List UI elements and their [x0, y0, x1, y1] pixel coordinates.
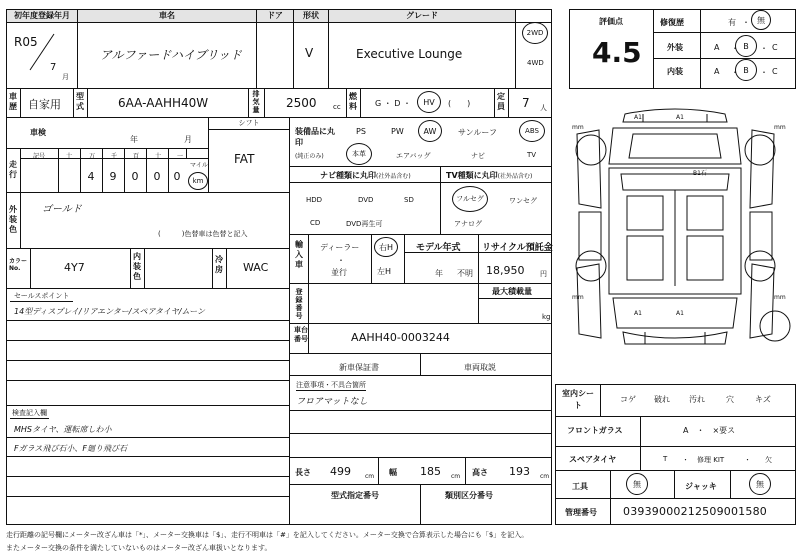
- length-label: 長さ: [295, 468, 311, 477]
- tv-fullseg-circle: [452, 186, 488, 212]
- spare-label: スペアタイヤ: [569, 455, 617, 464]
- mm-label-4: mm: [774, 294, 786, 301]
- digit-label-3: 千: [111, 153, 118, 160]
- left-h: 左H: [377, 267, 392, 276]
- navi-sd: SD: [404, 196, 414, 204]
- width-label: 幅: [389, 468, 397, 477]
- shaken-month-unit: 月: [184, 135, 192, 144]
- first-reg-month-unit: 月: [62, 73, 69, 81]
- interior-sheet-label: 室内シート: [562, 389, 594, 410]
- shift-label: シフト: [209, 118, 289, 129]
- import-dot: ・: [337, 256, 345, 265]
- shape-label: 形状: [294, 10, 328, 22]
- sheet-yabure: 破れ: [654, 395, 670, 404]
- sales-point-text: 14型ディスプレイ/リアエンター/スペアタイヤ/ムーン: [14, 307, 205, 316]
- ext-b: B: [743, 41, 749, 51]
- equipment-label: 装備品に丸印: [295, 127, 335, 147]
- shaken-year-unit: 年: [130, 135, 138, 144]
- sheet-koge: コゲ: [620, 395, 636, 404]
- footer-line-1: 走行距離の記号欄にメーター改ざん車は「*」、メーター交換車は「$」、走行不明車は「#」を記入してください。メーター交換で合算表示した場合にも「$」を記入。: [6, 531, 529, 539]
- color-label: 外装色: [9, 205, 17, 234]
- ac-label: 冷房: [215, 255, 223, 274]
- equip-leather-circle: [346, 143, 372, 165]
- navi-dvd-play: DVD再生可: [346, 220, 383, 228]
- ext-b-circle: [735, 35, 757, 57]
- right-h: 右H: [378, 242, 393, 252]
- door-label: ドア: [257, 10, 293, 22]
- fuel-selected: HV: [423, 97, 435, 107]
- manual-label: 車両取説: [464, 363, 496, 372]
- repair-opt-yes: 有: [728, 18, 736, 27]
- inspector-line-2: Fガラス飛び石小、F廻り飛び石: [14, 444, 127, 453]
- drive-4wd: 4WD: [527, 59, 544, 67]
- shape-value: V: [305, 46, 314, 60]
- inspector-label: 検査記入欄: [12, 409, 47, 417]
- fuel-label: 燃料: [349, 92, 357, 111]
- score-label: 評価点: [599, 17, 623, 26]
- equip-airbag: エアバッグ: [396, 152, 431, 160]
- import-dealer: ディーラー: [320, 243, 360, 252]
- sheet-yogore: 汚れ: [689, 395, 705, 404]
- jack-label: ジャッキ: [685, 482, 717, 491]
- diagram-label-a1-3: A1: [634, 310, 642, 317]
- repair-opt-dot: ・: [742, 18, 750, 27]
- spare-t: T: [663, 455, 668, 463]
- notes-text: フロアマットなし: [296, 397, 368, 407]
- tool-circle: [626, 473, 648, 495]
- height-value: 193: [509, 465, 530, 478]
- tv-analog: アナログ: [454, 220, 482, 228]
- mileage-unit: km: [192, 177, 204, 185]
- model-name: アルファードハイブリッド: [100, 48, 242, 62]
- digit-label-1: 十: [66, 153, 73, 160]
- tool-label: 工具: [572, 482, 588, 491]
- notes-label: 注意事項・不具合箇所: [296, 381, 366, 389]
- tv-oneseg: ワンセグ: [509, 197, 537, 205]
- ext-dot2: ・: [760, 44, 768, 53]
- exterior-label: 外装: [667, 43, 683, 52]
- spare-kit: 修理 KIT: [697, 456, 725, 464]
- fuel-options: G ・ D ・: [375, 99, 411, 108]
- width-value: 185: [420, 465, 441, 478]
- digit-label-7: マイル: [190, 162, 208, 169]
- mileage-digit-3: 0: [153, 170, 161, 183]
- max-load-unit: kg: [542, 313, 551, 321]
- color-no-label: カラーNo.: [9, 258, 28, 272]
- spare-dot2: ・: [744, 456, 751, 464]
- mm-label-2: mm: [774, 124, 786, 131]
- equip-tv: TV: [527, 151, 537, 159]
- score-value: 4.5: [592, 36, 642, 69]
- interior-color-label: 内装色: [133, 252, 141, 281]
- capacity: 7: [522, 96, 530, 110]
- spare-none: 欠: [765, 456, 772, 464]
- int-c: C: [772, 67, 778, 76]
- max-load-label: 最大積載量: [492, 287, 532, 296]
- sales-point-label: セールスポイント: [10, 291, 73, 302]
- model-name-label: 車名: [78, 10, 256, 22]
- digit-label-2: 万: [89, 153, 96, 160]
- width-unit: cm: [451, 473, 461, 480]
- fuel-selected-circle: [417, 91, 441, 113]
- color-value: ゴールド: [42, 204, 82, 215]
- equip-abs-circle: [519, 120, 545, 142]
- navi-dvd: DVD: [358, 196, 374, 204]
- recycle-unit: 円: [540, 270, 547, 278]
- repair-none-circle: [751, 10, 771, 30]
- shift-value: FAT: [234, 152, 255, 166]
- type-no-label: 型式指定番号: [331, 491, 379, 500]
- diagram-label-a1-1: A1: [634, 114, 642, 121]
- tv-type-label: TV種類に丸印(社外品含む): [446, 171, 533, 180]
- height-label: 高さ: [472, 468, 488, 477]
- recycle-label: リサイクル預託金: [482, 243, 553, 253]
- mm-label-1: mm: [572, 124, 584, 131]
- equip-sunroof: サンルーフ: [458, 128, 497, 137]
- reg-no-label: 登録番号: [295, 288, 303, 320]
- use-value: 自家用: [28, 98, 61, 111]
- class-no-label: 類別区分番号: [445, 491, 493, 500]
- equip-pw: PW: [391, 127, 404, 136]
- recycle-value: 18,950: [486, 264, 525, 277]
- first-reg-era: R05: [14, 35, 38, 49]
- inspector-line-1: MHSタイヤ、運転席しわ小: [14, 425, 112, 434]
- equipment-sub: (純正のみ): [295, 153, 324, 160]
- interior-label: 内装: [667, 67, 683, 76]
- equip-navi: ナビ: [471, 152, 485, 160]
- mgmt-no: 0393900021250900158​0: [623, 505, 767, 518]
- ext-dot1: ・: [731, 44, 739, 53]
- ext-c: C: [772, 43, 778, 52]
- sheet-kizu: キズ: [755, 395, 771, 404]
- diagram-label-b1: B1石: [693, 170, 707, 177]
- mileage-digit-4: 0: [173, 170, 181, 183]
- repair-label: 修復歴: [660, 18, 684, 27]
- equip-leather: 本革: [352, 150, 366, 158]
- digit-label-6: 一: [177, 153, 184, 160]
- tv-fullseg: フルセグ: [456, 195, 484, 203]
- displacement: 2500: [286, 96, 317, 110]
- equip-abs: ABS: [525, 127, 539, 135]
- capacity-unit: 人: [540, 104, 547, 112]
- height-unit: cm: [540, 473, 550, 480]
- ext-a: A: [714, 43, 720, 52]
- use-label: 車歴: [9, 92, 17, 111]
- color-note: ( )色替車は色替と記入: [158, 230, 248, 238]
- model-year-label: モデル年式: [416, 243, 461, 253]
- mileage-digit-1: 9: [109, 170, 117, 183]
- windshield-label: フロントガラス: [567, 426, 623, 435]
- length-value: 499: [330, 465, 351, 478]
- jack-circle: [749, 473, 771, 495]
- import-parallel: 並行: [331, 268, 347, 277]
- inspector-block: [6, 405, 290, 525]
- chassis-label: 車台番号: [294, 326, 308, 343]
- shaken-label: 車検: [30, 128, 46, 137]
- import-label: 輸入車: [295, 240, 303, 269]
- equip-aw-circle: [418, 120, 442, 142]
- navi-cd: CD: [310, 219, 321, 227]
- right-h-circle: [374, 237, 398, 257]
- grade-value: Executive Lounge: [356, 47, 463, 61]
- drive-2wd: 2WD: [526, 29, 544, 37]
- digit-label-5: 十: [155, 153, 162, 160]
- ac-value: WAC: [243, 261, 269, 274]
- displacement-label: 排気量: [252, 90, 260, 114]
- color-no: 4Y7: [64, 261, 85, 274]
- chassis-no: AAHH40-0003244: [351, 331, 450, 344]
- first-reg-month: 7: [50, 62, 57, 73]
- warranty-label: 新車保証書: [339, 363, 379, 372]
- capacity-label: 定員: [497, 92, 505, 111]
- model-year-value: 不明: [457, 269, 473, 278]
- mgmt-label: 管理番号: [565, 508, 597, 517]
- mileage-unit-circle: [188, 172, 208, 190]
- displacement-unit: cc: [333, 103, 341, 111]
- drive-2wd-circle: [522, 22, 548, 44]
- mileage-digit-2: 0: [131, 170, 139, 183]
- int-dot2: ・: [760, 68, 768, 77]
- model-code-label: 型式: [76, 92, 84, 111]
- navi-type-label: ナビ種類に丸印(社外品含む): [320, 171, 411, 180]
- footer-line-2: またメーター交換の条件を満たしていないものはメーター改ざん車扱いとなります。: [6, 544, 272, 552]
- model-year-unit: 年: [435, 269, 443, 278]
- spare-dot1: ・: [682, 456, 689, 464]
- repair-opt-no: 無: [757, 15, 765, 25]
- diagram-label-a1-2: A1: [676, 114, 684, 121]
- length-unit: cm: [365, 473, 375, 480]
- navi-hdd: HDD: [306, 196, 323, 204]
- mileage-digit-0: 4: [87, 170, 95, 183]
- diagram-label-a1-4: A1: [676, 310, 684, 317]
- int-b: B: [743, 65, 749, 75]
- model-code: 6AA-AAHH40W: [118, 96, 209, 110]
- windshield-opts: A ・ ×要ス: [683, 426, 736, 435]
- digit-label-0: 記号: [33, 153, 46, 160]
- car-diagram: [555, 100, 796, 380]
- equip-aw: AW: [423, 126, 437, 136]
- int-b-circle: [735, 59, 757, 81]
- int-dot1: ・: [731, 68, 739, 77]
- fuel-paren: ( ): [448, 99, 471, 108]
- sheet-ana: 穴: [726, 395, 734, 404]
- equip-ps: PS: [356, 127, 366, 136]
- tool-value: 無: [633, 479, 641, 489]
- digit-label-4: 百: [133, 153, 140, 160]
- grade-label: グレード: [329, 10, 515, 22]
- mm-label-3: mm: [572, 294, 584, 301]
- first-reg-label: 初年度登録年月: [7, 10, 77, 22]
- int-a: A: [714, 67, 720, 76]
- jack-value: 無: [756, 479, 764, 489]
- mileage-label: 走行: [9, 160, 17, 179]
